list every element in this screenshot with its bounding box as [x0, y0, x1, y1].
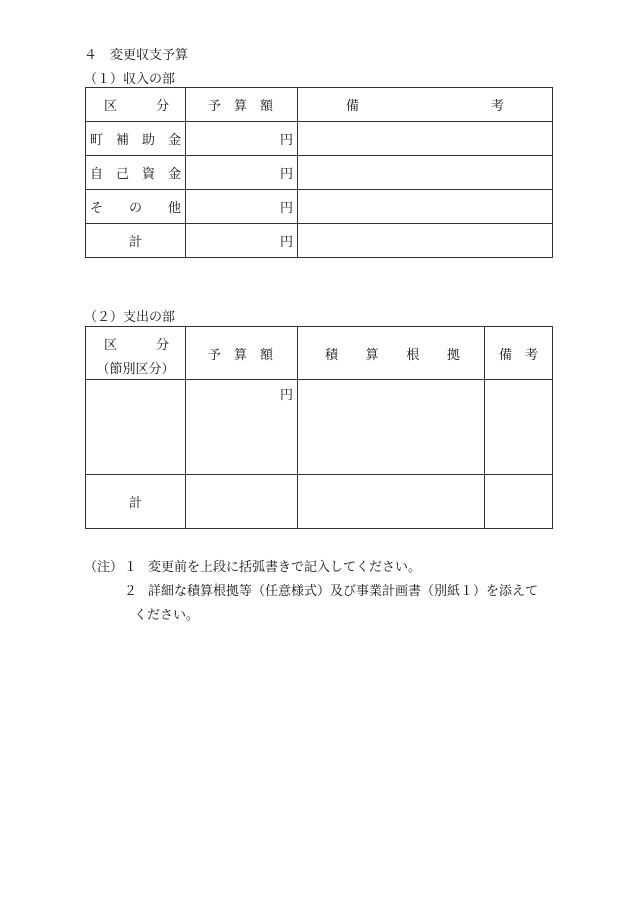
- expense-header-remarks: [485, 327, 553, 380]
- expense-header-basis-char: 算: [365, 347, 379, 363]
- expense-header-budget-char: 算: [233, 347, 247, 363]
- income-header-budget-char: 算: [233, 99, 247, 114]
- income-row-category-char: 金: [167, 167, 181, 182]
- expense-header-basis-char: 根: [406, 347, 420, 363]
- income-row-category-char: の: [128, 201, 142, 216]
- expense-header-basis: [298, 327, 485, 380]
- income-row-category: [86, 156, 186, 190]
- expense-header-category-char: 分: [155, 337, 169, 353]
- expense-header-remarks-char: 備: [499, 347, 513, 363]
- income-row-category-char: 自: [90, 167, 104, 182]
- expense-header-basis-char: 積: [325, 347, 339, 363]
- expense-table: [85, 326, 553, 529]
- income-row-remarks[interactable]: [298, 156, 553, 190]
- income-row: [86, 122, 553, 156]
- income-header-remarks: [298, 88, 553, 122]
- income-total-budget[interactable]: [186, 224, 298, 258]
- income-row-category: [86, 122, 186, 156]
- note-number: ２: [124, 584, 138, 599]
- expense-total-basis[interactable]: [298, 475, 485, 529]
- income-row-remarks[interactable]: [298, 190, 553, 224]
- expense-header-budget: [186, 327, 298, 380]
- income-row-category-char: 資: [141, 167, 155, 182]
- expense-total-label: [86, 475, 186, 529]
- income-header-row: [86, 88, 553, 122]
- income-row-budget[interactable]: [186, 156, 298, 190]
- expense-header-category-sub: （節別区分）: [96, 361, 175, 377]
- expense-row: [86, 380, 553, 475]
- expense-header-category: [86, 327, 186, 380]
- note-text: 詳細な積算根拠等（任意様式）及び事業計画書（別紙１）を添えて: [148, 584, 539, 599]
- income-row-category-char: そ: [90, 201, 104, 216]
- income-header-budget-char: 予: [208, 99, 222, 114]
- expense-row-budget[interactable]: [186, 380, 298, 475]
- expense-header-row: [86, 327, 553, 380]
- yen-unit: 円: [279, 167, 293, 182]
- income-row-category-char: 助: [141, 133, 155, 148]
- note-text: 変更前を上段に括弧書きで記入してください。: [148, 560, 422, 575]
- note-number: １: [124, 560, 138, 575]
- income-row: [86, 190, 553, 224]
- income-subtitle: （１）収入の部: [84, 72, 176, 87]
- income-header-category-char: 区: [104, 99, 118, 114]
- income-header-budget-char: 額: [259, 99, 273, 114]
- yen-unit: 円: [279, 235, 293, 250]
- income-total-row: [86, 224, 553, 258]
- expense-header-remarks-char: 考: [524, 347, 538, 363]
- expense-total-budget[interactable]: [186, 475, 298, 529]
- income-row-category-char: 己: [115, 167, 129, 182]
- note-text-continuation: ください。: [134, 608, 200, 623]
- expense-row-remarks[interactable]: [485, 380, 553, 475]
- income-row: [86, 156, 553, 190]
- income-row-category-char: 他: [167, 201, 181, 216]
- expense-header-basis-char: 拠: [446, 347, 460, 363]
- income-row-category: [86, 190, 186, 224]
- expense-total-remarks[interactable]: [485, 475, 553, 529]
- income-header-remarks-char: 考: [490, 99, 504, 114]
- total-label: 計: [128, 235, 142, 250]
- section-title: ４ 変更収支予算: [84, 48, 189, 63]
- income-header-category: [86, 88, 186, 122]
- income-row-category-char: 補: [115, 133, 129, 148]
- total-label: 計: [128, 496, 142, 511]
- expense-header-budget-char: 予: [208, 347, 222, 363]
- income-row-category-char: 町: [90, 133, 104, 148]
- expense-header-budget-char: 額: [259, 347, 273, 363]
- expense-total-row: [86, 475, 553, 529]
- expense-row-basis[interactable]: [298, 380, 485, 475]
- income-table: [85, 87, 553, 258]
- income-header-budget: [186, 88, 298, 122]
- income-total-remarks[interactable]: [298, 224, 553, 258]
- yen-unit: 円: [279, 133, 293, 148]
- income-header-remarks-char: 備: [346, 99, 360, 114]
- expense-row-category[interactable]: [86, 380, 186, 475]
- income-row-budget[interactable]: [186, 122, 298, 156]
- income-header-category-char: 分: [155, 99, 169, 114]
- income-row-remarks[interactable]: [298, 122, 553, 156]
- income-row-category-char: 金: [167, 133, 181, 148]
- expense-subtitle: （２）支出の部: [84, 310, 176, 325]
- yen-unit: 円: [279, 201, 293, 216]
- income-total-label: [86, 224, 186, 258]
- notes-label: （注）: [84, 560, 124, 575]
- income-row-budget[interactable]: [186, 190, 298, 224]
- expense-header-category-char: 区: [104, 337, 118, 353]
- yen-unit: 円: [279, 388, 293, 403]
